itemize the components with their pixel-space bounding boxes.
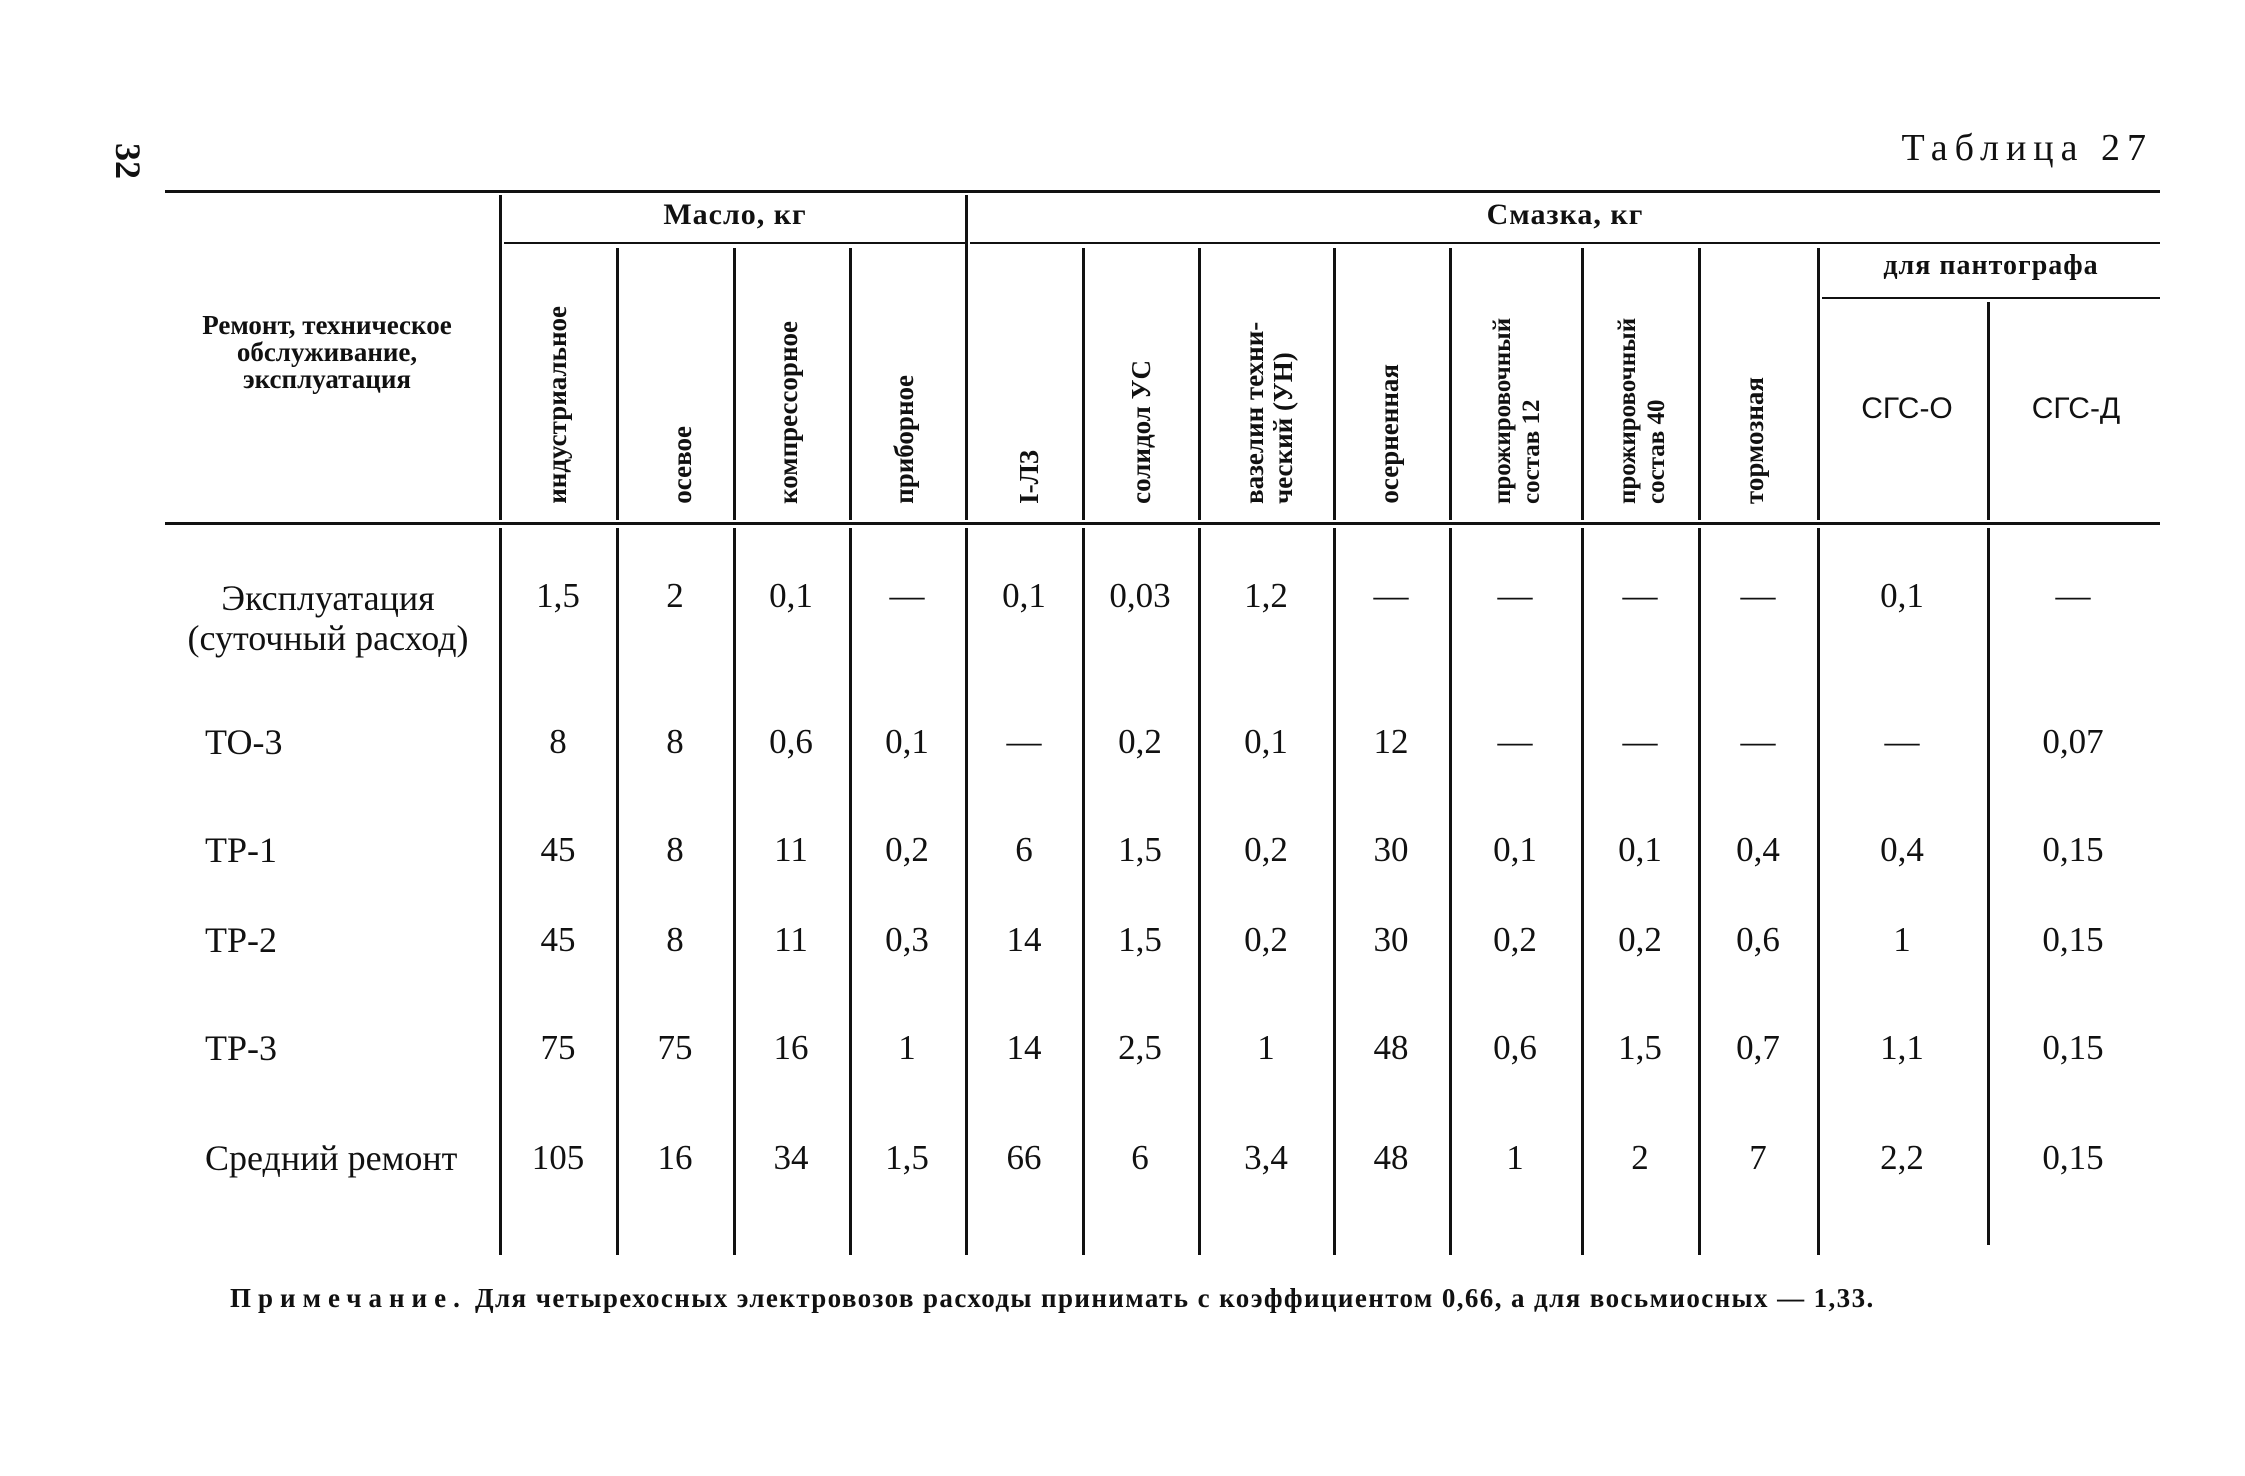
divider [1581, 528, 1584, 1255]
grease-group-rule [970, 242, 2160, 244]
table-cell: 105 [531, 1138, 585, 1177]
table-cell: 1,5 [1118, 830, 1162, 869]
table-cell: 0,6 [1736, 920, 1780, 959]
table-cell: 0,2 [1244, 830, 1288, 869]
table-cell: 8 [666, 830, 684, 869]
divider [1698, 528, 1701, 1255]
row-label-major-repair: Средний ремонт [205, 1138, 458, 1178]
table-cell: 14 [1006, 920, 1042, 959]
table-cell: 7 [1749, 1138, 1767, 1177]
table-cell: — [1740, 722, 1776, 761]
note-lead: Примечание. [230, 1283, 467, 1313]
table-cell: 34 [773, 1138, 809, 1177]
table-cell: 48 [1373, 1028, 1409, 1067]
table-cell: 11 [774, 920, 808, 959]
divider [733, 248, 736, 520]
table-top-rule [165, 190, 2160, 193]
divider [1198, 528, 1201, 1255]
table-cell: — [2055, 576, 2091, 615]
pantograph-group-header: для пантографа [1883, 250, 2099, 281]
column-header-brake: тормозная [1739, 376, 1769, 504]
table-cell: 11 [774, 830, 808, 869]
table-cell: 1,5 [1618, 1028, 1662, 1067]
table-cell: 8 [666, 920, 684, 959]
table-cell: 6 [1131, 1138, 1149, 1177]
grease-group-header: Смазка, кг [1486, 198, 1644, 231]
divider [1817, 528, 1820, 1255]
table-cell: 30 [1373, 920, 1409, 959]
table-cell: 0,1 [1493, 830, 1537, 869]
divider [616, 528, 619, 1255]
table-cell: 14 [1006, 1028, 1042, 1067]
table-cell: 1,5 [536, 576, 580, 615]
row-label-operation: Эксплуатация (суточный расход) [187, 578, 469, 658]
row-label-tr3: ТР-3 [205, 1028, 277, 1068]
column-header-instrument: приборное [889, 375, 919, 504]
divider [1449, 248, 1452, 520]
table-cell: 2,5 [1118, 1028, 1162, 1067]
table-cell: 1 [1506, 1138, 1524, 1177]
table-cell: — [1622, 576, 1658, 615]
row-label-to3: ТО-3 [205, 722, 283, 762]
divider [849, 248, 852, 520]
column-header-vaseline: вазелин техни-ческий (УН) [1239, 321, 1298, 504]
note-text: Для четырехосных электровозов расходы принимать с коэффициентом 0,66, а для восьмиосных — 1,33. [466, 1283, 1875, 1313]
table-cell: 8 [549, 722, 567, 761]
table-cell: 0,2 [1493, 920, 1537, 959]
table-cell: 0,2 [885, 830, 929, 869]
table-cell: 45 [540, 920, 576, 959]
table-cell: 1,5 [885, 1138, 929, 1177]
row-label-tr2: ТР-2 [205, 920, 277, 960]
table-cell: 16 [773, 1028, 809, 1067]
table-cell: — [1740, 576, 1776, 615]
table-cell: — [1373, 576, 1409, 615]
table-cell: — [1622, 722, 1658, 761]
column-header-greasing-40: прожировочный состав 40 [1614, 317, 1670, 504]
table-cell: 0,1 [1002, 576, 1046, 615]
pantograph-group-rule [1822, 297, 2160, 299]
table-cell: 0,15 [2042, 920, 2104, 959]
divider [1987, 528, 1990, 1245]
table-cell: 0,2 [1618, 920, 1662, 959]
table-cell: 0,6 [1493, 1028, 1537, 1067]
table-cell: 75 [657, 1028, 693, 1067]
table-cell: 2,2 [1880, 1138, 1924, 1177]
divider [1198, 248, 1201, 520]
table-cell: 0,15 [2042, 830, 2104, 869]
table-cell: 0,2 [1244, 920, 1288, 959]
divider [499, 528, 502, 1255]
divider [1817, 248, 1820, 520]
column-header-i-l3: I-ЛЗ [1014, 450, 1044, 504]
table-cell: — [1884, 722, 1920, 761]
table-cell: 2 [1631, 1138, 1649, 1177]
table-cell: 0,03 [1109, 576, 1171, 615]
table-cell: 75 [540, 1028, 576, 1067]
column-header-greasing-12: прожировочный состав 12 [1489, 317, 1545, 504]
divider [1581, 248, 1584, 520]
divider [1333, 248, 1336, 520]
table-cell: 30 [1373, 830, 1409, 869]
table-cell: 0,07 [2042, 722, 2104, 761]
table-cell: 2 [666, 576, 684, 615]
row-label-tr1: ТР-1 [205, 830, 277, 870]
table-cell: 16 [657, 1138, 693, 1177]
divider [1987, 302, 1990, 520]
table-title: Таблица 27 [1901, 127, 2153, 169]
divider [965, 195, 968, 520]
table-cell: 66 [1006, 1138, 1042, 1177]
table-cell: — [889, 576, 925, 615]
table-cell: — [1006, 722, 1042, 761]
table-cell: 1 [1257, 1028, 1275, 1067]
column-header-sgs-o: СГС-О [1861, 392, 1953, 425]
table-cell: 0,1 [1880, 576, 1924, 615]
column-header-axle: осевое [667, 426, 697, 504]
table-cell: — [1497, 722, 1533, 761]
divider [1698, 248, 1701, 520]
column-header-solidol: солидол УС [1126, 360, 1156, 504]
oil-group-rule [504, 242, 966, 244]
divider [1449, 528, 1452, 1255]
table-cell: 6 [1015, 830, 1033, 869]
table-cell: 1 [898, 1028, 916, 1067]
row-header-label: Ремонт, техническое обслуживание, эксплуатация [202, 310, 452, 394]
table-cell: 1,1 [1880, 1028, 1924, 1067]
table-cell: 0,3 [885, 920, 929, 959]
oil-group-header: Масло, кг [663, 198, 807, 231]
table-cell: 0,15 [2042, 1028, 2104, 1067]
table-cell: 0,6 [769, 722, 813, 761]
table-cell: 0,2 [1118, 722, 1162, 761]
table-cell: — [1497, 576, 1533, 615]
table-cell: 0,1 [885, 722, 929, 761]
divider [965, 528, 968, 1255]
column-header-sulfurized: осерненная [1374, 364, 1404, 504]
column-header-compressor: компрессорное [773, 321, 803, 504]
page-number: 32 [108, 143, 148, 179]
column-header-industrial: индустриальное [542, 306, 572, 504]
table-cell: 8 [666, 722, 684, 761]
header-bottom-rule [165, 522, 2160, 525]
divider [616, 248, 619, 520]
divider [499, 195, 502, 520]
table-cell: 48 [1373, 1138, 1409, 1177]
table-note [230, 1283, 1875, 1314]
table-cell: 0,1 [1618, 830, 1662, 869]
table-cell: 1,5 [1118, 920, 1162, 959]
table-cell: 0,1 [769, 576, 813, 615]
table-cell: 1 [1893, 920, 1911, 959]
table-cell: 12 [1373, 722, 1409, 761]
column-header-sgs-d: СГС-Д [2031, 392, 2121, 425]
table-cell: 0,15 [2042, 1138, 2104, 1177]
table-cell: 0,1 [1244, 722, 1288, 761]
table-cell: 3,4 [1244, 1138, 1288, 1177]
divider [1082, 248, 1085, 520]
table-cell: 1,2 [1244, 576, 1288, 615]
table-cell: 45 [540, 830, 576, 869]
table-cell: 0,4 [1880, 830, 1924, 869]
table-cell: 0,7 [1736, 1028, 1780, 1067]
table-cell: 0,4 [1736, 830, 1780, 869]
